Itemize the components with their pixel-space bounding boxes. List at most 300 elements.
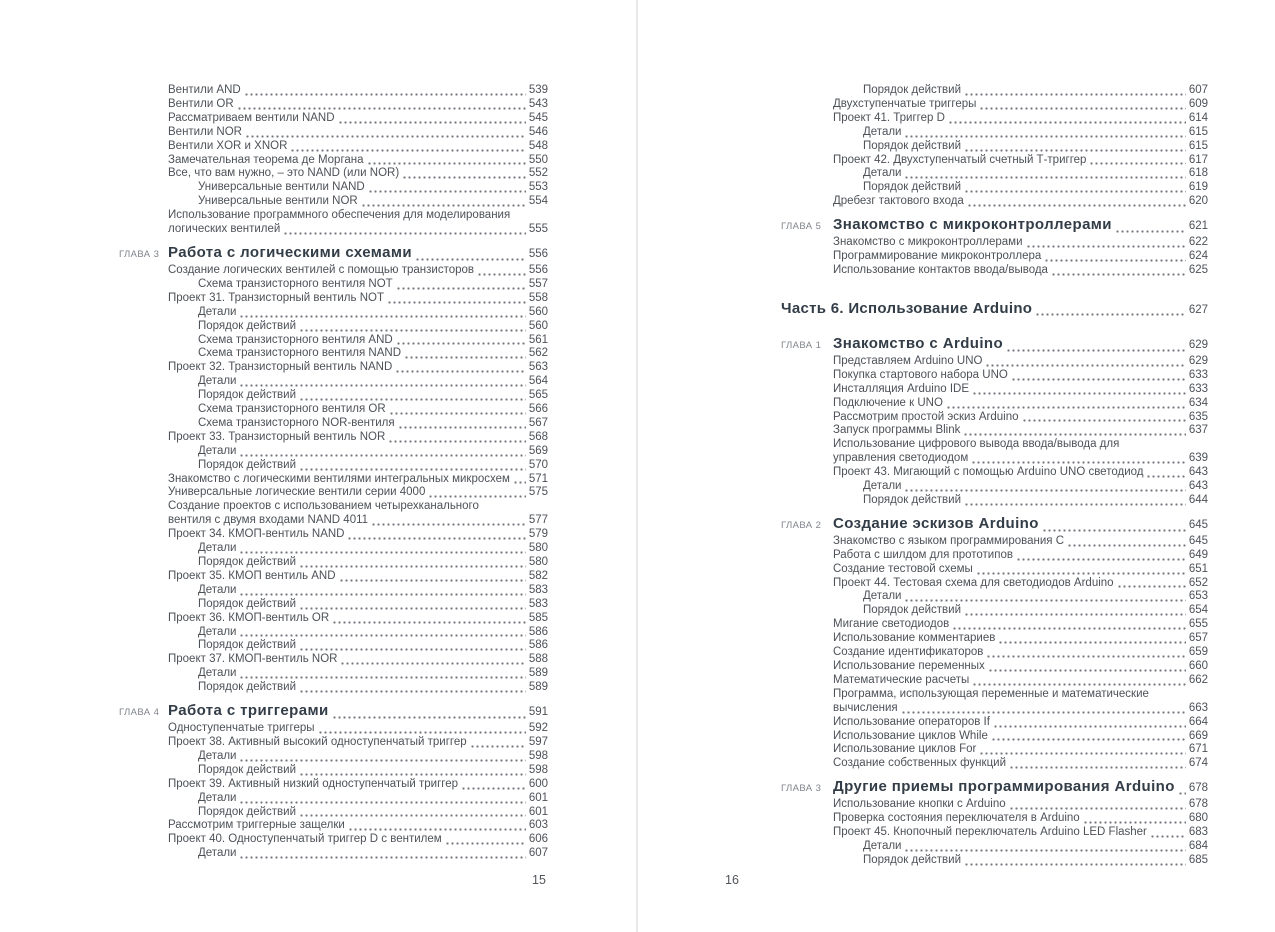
toc-item-line	[781, 424, 1208, 438]
toc-entry-title: Инсталляция Arduino IDE	[833, 382, 969, 395]
dot-leader	[470, 745, 526, 748]
toc-entry-page-number: 589	[528, 681, 548, 694]
toc-entry-page-number: 678	[1188, 782, 1208, 795]
toc-item-line	[781, 154, 1208, 168]
toc-item-line	[781, 812, 1208, 826]
toc-entry-page-number: 660	[1188, 660, 1208, 672]
dot-leader	[979, 752, 1185, 755]
dot-leader	[283, 232, 525, 235]
toc-entry-title: Создание проектов с использованием четырехканального	[168, 500, 479, 513]
toc-entry-page-number: 588	[528, 653, 548, 666]
toc-entry-page-number: 634	[1188, 396, 1208, 409]
toc-chapter-line	[781, 515, 1208, 535]
dot-leader	[239, 593, 525, 596]
toc-entry-page-number: 543	[528, 97, 548, 110]
toc-entry-title: Проект 37. КМОП-вентиль NOR	[168, 653, 338, 666]
toc-entry-page-number: 609	[1188, 97, 1208, 110]
toc-entry-title: Проект 41. Триггер D	[833, 111, 945, 124]
dot-leader	[299, 690, 526, 693]
dot-leader	[244, 93, 526, 96]
toc-item-line	[119, 612, 548, 626]
dot-leader	[988, 669, 1186, 672]
toc-item-line	[119, 195, 548, 209]
toc-entry-title: Порядок действий	[198, 681, 296, 694]
toc-entry-title: Детали	[198, 667, 237, 680]
toc-item-line	[119, 653, 548, 667]
toc-entry-title: Рассмотрим простой эскиз Arduino	[833, 410, 1019, 423]
toc-item-line	[781, 98, 1208, 112]
toc-entry-page-number: 614	[1188, 111, 1208, 124]
toc-item-line	[781, 660, 1208, 674]
dot-leader	[993, 725, 1186, 728]
dot-leader	[972, 392, 1186, 395]
toc-entry-title: Порядок действий	[198, 805, 296, 818]
toc-entry-page-number: 607	[528, 847, 548, 860]
toc-entry-title: Детали	[198, 749, 237, 762]
toc-entry-title: Другие приемы программирования Arduino	[833, 778, 1175, 796]
toc-item-line	[781, 604, 1208, 618]
toc-item-line	[781, 355, 1208, 369]
dot-leader	[388, 440, 526, 443]
page-number-left: 15	[532, 873, 546, 887]
dot-leader	[1022, 419, 1186, 422]
dot-leader	[976, 572, 1186, 575]
toc-item-line	[119, 514, 548, 528]
toc-chapter-line	[781, 216, 1208, 236]
toc-entry-page-number: 603	[528, 819, 548, 832]
toc-entry-title: Представляем Arduino UNO	[833, 354, 983, 367]
dot-leader	[964, 613, 1186, 616]
toc-item-line	[781, 112, 1208, 126]
toc-entry-title: Использование цифрового вывода ввода/вывода для	[833, 438, 1120, 451]
toc-entry-title: Создание логических вентилей с помощью транзисторов	[168, 263, 475, 276]
toc-entry-title: Двухступенчатые триггеры	[833, 97, 977, 110]
toc-entry-page-number: 654	[1188, 604, 1208, 617]
toc-item-line	[119, 736, 548, 750]
toc-entry-page-number: 633	[1188, 368, 1208, 381]
dot-leader	[964, 93, 1186, 96]
chapter-label: ГЛАВА 3	[119, 248, 160, 260]
toc-entry-page-number: 662	[1188, 673, 1208, 686]
toc-item-line	[781, 535, 1208, 549]
toc-item-line	[119, 722, 548, 736]
toc-item-line	[781, 494, 1208, 508]
toc-entry-page-number: 671	[1188, 743, 1208, 756]
toc-entry-page-number: 685	[1188, 853, 1208, 866]
toc-entry-page-number: 606	[528, 833, 548, 846]
toc-entry-page-number: 591	[528, 706, 548, 719]
page-number-right: 16	[725, 873, 739, 887]
toc-entry-page-number: 589	[528, 667, 548, 680]
toc-entry-page-number: 586	[528, 625, 548, 638]
toc-entry-page-number: 615	[1188, 125, 1208, 138]
toc-entry-title: Проект 32. Транзисторный вентиль NAND	[168, 361, 393, 374]
toc-item-line	[119, 375, 548, 389]
dot-leader	[904, 599, 1185, 602]
toc-item-line	[119, 403, 548, 417]
dot-leader	[239, 551, 525, 554]
toc-item-line	[119, 417, 548, 431]
dot-leader	[237, 107, 526, 110]
dot-leader	[1016, 558, 1186, 561]
toc-entry-title: Дребезг тактового входа	[833, 195, 964, 208]
toc-entry-title: Рассматриваем вентили NAND	[168, 111, 335, 124]
toc-entry-title: Детали	[198, 583, 237, 596]
dot-leader	[1011, 378, 1186, 381]
toc-item-line	[119, 778, 548, 792]
dot-leader	[1009, 807, 1186, 810]
dot-leader	[985, 364, 1185, 367]
dot-leader	[340, 662, 525, 665]
toc-entry-page-number: 643	[1188, 466, 1208, 479]
toc-entry-page-number: 562	[528, 347, 548, 360]
toc-entry-title: Проект 36. КМОП-вентиль OR	[168, 611, 330, 624]
toc-entry-title: Проект 38. Активный высокий одноступенчатый триггер	[168, 735, 467, 748]
dot-leader	[1089, 162, 1185, 165]
dot-leader	[367, 162, 526, 165]
toc-entry-page-number: 621	[1188, 220, 1208, 233]
toc-item-line	[119, 431, 548, 445]
dot-leader	[299, 814, 526, 817]
dot-leader	[299, 468, 526, 471]
toc-entry-page-number: 629	[1188, 338, 1208, 351]
toc-entry-page-number: 607	[1188, 84, 1208, 96]
toc-entry-page-number: 625	[1188, 263, 1208, 276]
toc-entry-title: Знакомство с языком программирования C	[833, 534, 1065, 547]
toc-entry-title: Детали	[863, 839, 902, 852]
toc-entry-page-number: 683	[1188, 826, 1208, 839]
dot-leader	[1146, 475, 1185, 478]
dot-leader	[396, 342, 526, 345]
dot-leader	[396, 287, 526, 290]
dot-leader	[1035, 313, 1186, 316]
dot-leader	[477, 273, 526, 276]
dot-leader	[332, 716, 526, 719]
toc-item-line	[119, 140, 548, 154]
toc-entry-page-number: 627	[1188, 303, 1208, 316]
dot-leader	[948, 121, 1186, 124]
toc-entry-title: Использование циклов For	[833, 743, 977, 756]
toc-entry-title: Использование переменных	[833, 660, 985, 672]
toc-entry-title: Универсальные логические вентили серии 4000	[168, 486, 426, 499]
dot-leader	[513, 481, 526, 484]
toc-entry-title: управления светодиодом	[833, 452, 969, 465]
toc-entry-page-number: 555	[528, 223, 548, 236]
toc-item-line	[781, 397, 1208, 411]
toc-entry-page-number: 678	[1188, 798, 1208, 811]
toc-entry-title: Детали	[198, 375, 237, 388]
toc-entry-page-number: 553	[528, 181, 548, 194]
toc-entry-page-number: 653	[1188, 590, 1208, 603]
toc-part-line	[781, 300, 1208, 319]
toc-item-line	[119, 361, 548, 375]
dot-leader	[299, 648, 526, 651]
toc-entry-page-number: 546	[528, 125, 548, 138]
toc-entry-page-number: 564	[528, 375, 548, 388]
toc-chapter-line	[119, 244, 548, 264]
chapter-label: ГЛАВА 1	[781, 339, 822, 351]
dot-leader	[371, 523, 526, 526]
toc-entry-title: Использование кнопки с Arduino	[833, 798, 1006, 811]
dot-leader	[239, 454, 525, 457]
toc-chapter-line	[119, 702, 548, 722]
toc-item-line	[781, 618, 1208, 632]
dot-leader	[904, 489, 1185, 492]
toc-entry-title: Универсальные вентили NAND	[198, 181, 365, 194]
dot-leader	[1150, 835, 1186, 838]
toc-item-line	[119, 833, 548, 847]
toc-entry-title: Использование операторов If	[833, 715, 990, 728]
toc-item-line	[781, 730, 1208, 744]
toc-entry-title: Схема транзисторного вентиля NAND	[198, 347, 402, 360]
toc-entry-page-number: 659	[1188, 646, 1208, 659]
toc-entry-title: Детали	[198, 625, 237, 638]
dot-leader	[1042, 529, 1186, 532]
toc-entry-page-number: 620	[1188, 195, 1208, 208]
toc-item-line	[119, 181, 548, 195]
toc-item-line	[781, 590, 1208, 604]
toc-entry-title: Создание идентификаторов	[833, 646, 984, 659]
toc-item-line	[781, 549, 1208, 563]
toc-item-line	[781, 480, 1208, 494]
toc-entry-title: Использование комментариев	[833, 632, 996, 645]
toc-entry-page-number: 598	[528, 749, 548, 762]
toc-item-line	[781, 250, 1208, 264]
dot-leader	[290, 149, 525, 152]
dot-leader	[239, 384, 525, 387]
toc-entry-page-number: 550	[528, 153, 548, 166]
toc-entry-page-number: 657	[1188, 632, 1208, 645]
dot-leader	[239, 801, 525, 804]
toc-item-line	[781, 452, 1208, 466]
toc-entry-title: Проект 31. Транзисторный вентиль NOT	[168, 291, 384, 304]
toc-item-line	[781, 757, 1208, 771]
dot-leader	[347, 537, 525, 540]
toc-entry-title: Детали	[863, 480, 902, 493]
toc-entry-title: Детали	[198, 444, 237, 457]
dot-leader	[299, 329, 526, 332]
toc-entry-title: Проект 33. Транзисторный вентиль NOR	[168, 430, 386, 443]
toc-item-line	[781, 632, 1208, 646]
toc-page-right	[781, 84, 1208, 868]
dot-leader	[952, 627, 1186, 630]
toc-item-line	[119, 223, 548, 237]
dot-leader	[398, 426, 526, 429]
toc-item-line	[119, 320, 548, 334]
toc-entry-page-number: 586	[528, 639, 548, 652]
toc-item-line	[781, 84, 1208, 98]
toc-item-line	[781, 702, 1208, 716]
toc-entry-page-number: 585	[528, 611, 548, 624]
dot-leader	[428, 495, 525, 498]
toc-item-line	[781, 167, 1208, 181]
toc-entry-title: Порядок действий	[863, 604, 961, 617]
toc-item-line	[781, 688, 1208, 702]
toc-entry-title: Порядок действий	[863, 139, 961, 152]
toc-entry-title: Порядок действий	[863, 493, 961, 506]
toc-item-line	[119, 389, 548, 403]
toc-item-line	[781, 126, 1208, 140]
dot-leader	[299, 773, 526, 776]
toc-item-line	[119, 306, 548, 320]
toc-entry-page-number: 569	[528, 444, 548, 457]
toc-item-line	[781, 236, 1208, 250]
toc-entry-title: Проект 42. Двухступенчатый счетный Т-триггер	[833, 153, 1087, 166]
toc-entry-title: Покупка стартового набора UNO	[833, 368, 1008, 381]
dot-leader	[904, 135, 1185, 138]
dot-leader	[1051, 273, 1186, 276]
toc-entry-title: Программирование микроконтроллера	[833, 250, 1042, 263]
toc-entry-title: вычисления	[833, 701, 898, 714]
toc-entry-title: Порядок действий	[198, 763, 296, 776]
toc-entry-page-number: 552	[528, 167, 548, 180]
dot-leader	[964, 190, 1186, 193]
toc-entry-title: Вентили XOR и XNOR	[168, 139, 288, 152]
toc-entry-title: Математические расчеты	[833, 673, 970, 686]
toc-entry-page-number: 637	[1188, 424, 1208, 437]
toc-entry-title: Замечательная теорема де Моргана	[168, 153, 364, 166]
toc-item-line	[781, 798, 1208, 812]
toc-item-line	[119, 112, 548, 126]
toc-entry-page-number: 674	[1188, 757, 1208, 770]
dot-leader	[1044, 259, 1186, 262]
toc-entry-page-number: 680	[1188, 812, 1208, 825]
dot-leader	[964, 503, 1186, 506]
toc-item-line	[781, 411, 1208, 425]
toc-entry-title: Программа, использующая переменные и математические	[833, 687, 1149, 700]
dot-leader	[445, 842, 526, 845]
toc-item-line	[119, 347, 548, 361]
toc-item-line	[119, 459, 548, 473]
dot-leader	[395, 370, 526, 373]
toc-entry-page-number: 563	[528, 361, 548, 374]
dot-leader	[963, 433, 1185, 436]
toc-entry-title: Часть 6. Использование Arduino	[781, 299, 1033, 317]
chapter-label: ГЛАВА 5	[781, 221, 822, 233]
dot-leader	[338, 121, 526, 124]
toc-item-line	[119, 264, 548, 278]
toc-entry-page-number: 643	[1188, 480, 1208, 493]
toc-entry-page-number: 624	[1188, 250, 1208, 263]
toc-entry-page-number: 545	[528, 111, 548, 124]
toc-entry-page-number: 580	[528, 556, 548, 568]
toc-entry-title: Порядок действий	[863, 853, 961, 866]
toc-entry-page-number: 645	[1188, 518, 1208, 531]
dot-leader	[348, 828, 526, 831]
toc-entry-title: вентиля с двумя входами NAND 4011	[168, 514, 369, 527]
toc-item-line	[119, 806, 548, 820]
toc-entry-page-number: 617	[1188, 153, 1208, 166]
toc-entry-title: Использование программного обеспечения для моделирования	[168, 209, 511, 222]
toc-entry-title: Порядок действий	[198, 556, 296, 568]
dot-leader	[239, 856, 525, 859]
toc-entry-title: Проект 34. КМОП-вентиль NAND	[168, 528, 345, 541]
dot-leader	[415, 258, 526, 261]
dot-leader	[1083, 821, 1186, 824]
toc-entry-page-number: 556	[528, 247, 548, 260]
toc-entry-page-number: 615	[1188, 139, 1208, 152]
toc-entry-title: Схема транзисторного вентиля AND	[198, 333, 393, 346]
toc-entry-page-number: 583	[528, 597, 548, 610]
toc-entry-title: Порядок действий	[863, 84, 961, 96]
toc-item-line	[781, 369, 1208, 383]
toc-item-line	[119, 278, 548, 292]
toc-entry-title: Проект 44. Тестовая схема для светодиодов Arduino	[833, 576, 1114, 589]
toc-entry-title: Одноступенчатые триггеры	[168, 722, 315, 735]
dot-leader	[387, 301, 526, 304]
dot-leader	[971, 461, 1186, 464]
toc-entry-page-number: 539	[528, 84, 548, 96]
toc-chapter-line	[781, 778, 1208, 798]
dot-leader	[964, 149, 1186, 152]
toc-item-line	[119, 154, 548, 168]
toc-item-line	[781, 383, 1208, 397]
toc-entry-page-number: 575	[528, 486, 548, 499]
toc-entry-title: Схема транзисторного вентиля NOT	[198, 277, 393, 290]
toc-item-line	[781, 826, 1208, 840]
toc-entry-page-number: 577	[528, 514, 548, 527]
dot-leader	[239, 634, 525, 637]
chapter-label: ГЛАВА 3	[781, 783, 822, 795]
toc-entry-page-number: 579	[528, 528, 548, 541]
toc-entry-page-number: 582	[528, 569, 548, 582]
toc-entry-page-number: 664	[1188, 715, 1208, 728]
toc-entry-page-number: 669	[1188, 729, 1208, 742]
dot-leader	[239, 315, 525, 318]
toc-entry-title: Детали	[198, 305, 237, 318]
toc-entry-page-number: 649	[1188, 548, 1208, 561]
toc-entry-page-number: 651	[1188, 562, 1208, 575]
toc-entry-page-number: 548	[528, 139, 548, 152]
toc-entry-page-number: 600	[528, 777, 548, 790]
toc-entry-title: Знакомство с микроконтроллерами	[833, 236, 1023, 249]
toc-entry-title: Порядок действий	[198, 458, 296, 471]
toc-entry-title: Проект 43. Мигающий с помощью Arduino UNO светодиод	[833, 466, 1144, 479]
toc-entry-page-number: 655	[1188, 618, 1208, 631]
toc-entry-page-number: 629	[1188, 354, 1208, 367]
toc-entry-page-number: 639	[1188, 452, 1208, 465]
toc-entry-title: Работа с логическими схемами	[168, 243, 412, 261]
dot-leader	[299, 565, 526, 568]
toc-entry-page-number: 597	[528, 735, 548, 748]
toc-entry-title: Универсальные вентили NOR	[198, 195, 358, 208]
toc-entry-title: Детали	[863, 167, 902, 180]
toc-item-line	[119, 334, 548, 348]
toc-entry-title: Рассмотрим триггерные защелки	[168, 819, 345, 832]
toc-item-line	[119, 98, 548, 112]
toc-entry-title: Использование циклов While	[833, 729, 988, 742]
toc-entry-title: Проект 40. Одноступенчатый триггер D с вентилем	[168, 833, 442, 846]
toc-entry-title: Вентили AND	[168, 84, 241, 96]
toc-entry-page-number: 580	[528, 542, 548, 555]
toc-item-line	[119, 473, 548, 487]
toc-item-line	[119, 792, 548, 806]
toc-entry-title: Вентили OR	[168, 97, 234, 110]
dot-leader	[1067, 544, 1186, 547]
toc-entry-title: Создание тестовой схемы	[833, 562, 973, 575]
dot-leader	[972, 683, 1186, 686]
toc-item-line	[781, 840, 1208, 854]
toc-entry-title: Подключение к UNO	[833, 396, 943, 409]
dot-leader	[1006, 349, 1186, 352]
toc-item-line	[119, 500, 548, 514]
toc-item-line	[119, 626, 548, 640]
toc-entry-title: Работа с шилдом для прототипов	[833, 548, 1013, 561]
toc-entry-page-number: 663	[1188, 701, 1208, 714]
dot-leader	[332, 621, 526, 624]
toc-entry-title: Создание собственных функций	[833, 757, 1006, 770]
toc-entry-title: Детали	[863, 125, 902, 138]
